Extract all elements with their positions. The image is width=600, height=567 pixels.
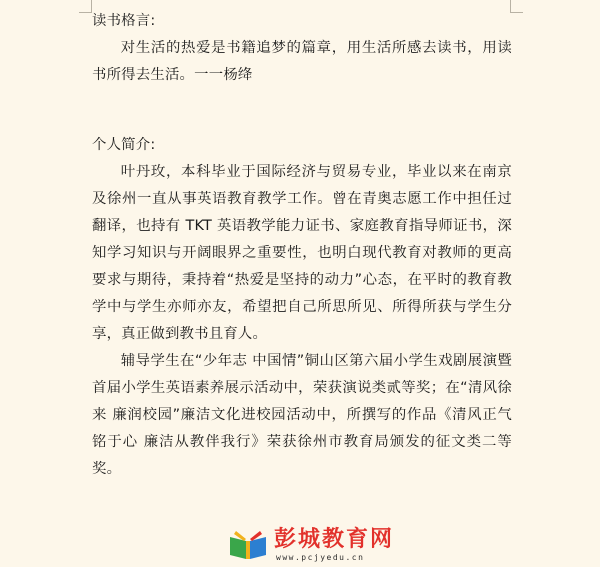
site-watermark-logo — [226, 525, 395, 565]
open-book-icon — [226, 529, 270, 561]
page-corner-mark-left — [79, 0, 92, 13]
blank-line — [92, 116, 512, 132]
document-body — [92, 8, 512, 483]
blank-line — [92, 89, 512, 116]
bio-paragraph-2: 辅导学生在“少年志 中国情”铜山区第六届小学生戏剧展演暨首届小学生英语素养展示活动中，荣获演说类贰等奖；在“清风徐来 廉润校园”廉洁文化进校园活动中，所撰写的作品《清风正气铭于心 廉洁从教伴我行》荣获徐州市教育局颁发的征文类二等奖。 — [92, 353, 512, 477]
bio-heading: 个人简介: — [92, 137, 156, 153]
bio-paragraph-1: 叶丹玫，本科毕业于国际经济与贸易专业，毕业以来在南京及徐州一直从事英语教育教学工作。曾在青奥志愿工作中担任过翻译，也持有 TKT 英语教学能力证书、家庭教育指导师证书，深知学习知识与开阔眼界之重要性，也明白现代教育对教师的更高要求与期待，秉持着“热爱是坚持的动力”心态，在平时的教育教学中与学生亦师亦友，希望把自己所思所见、所得所获与学生分享，真正做到教书且育人。 — [92, 164, 512, 342]
watermark-site-url: www.pcjyedu.cn — [276, 553, 365, 562]
watermark-site-name: 彭城教育网 — [274, 527, 395, 552]
reading-motto-heading: 读书格言: — [92, 13, 156, 29]
reading-motto-quote: 对生活的热爱是书籍追梦的篇章，用生活所感去读书，用读书所得去生活。一一杨绛 — [92, 40, 512, 83]
